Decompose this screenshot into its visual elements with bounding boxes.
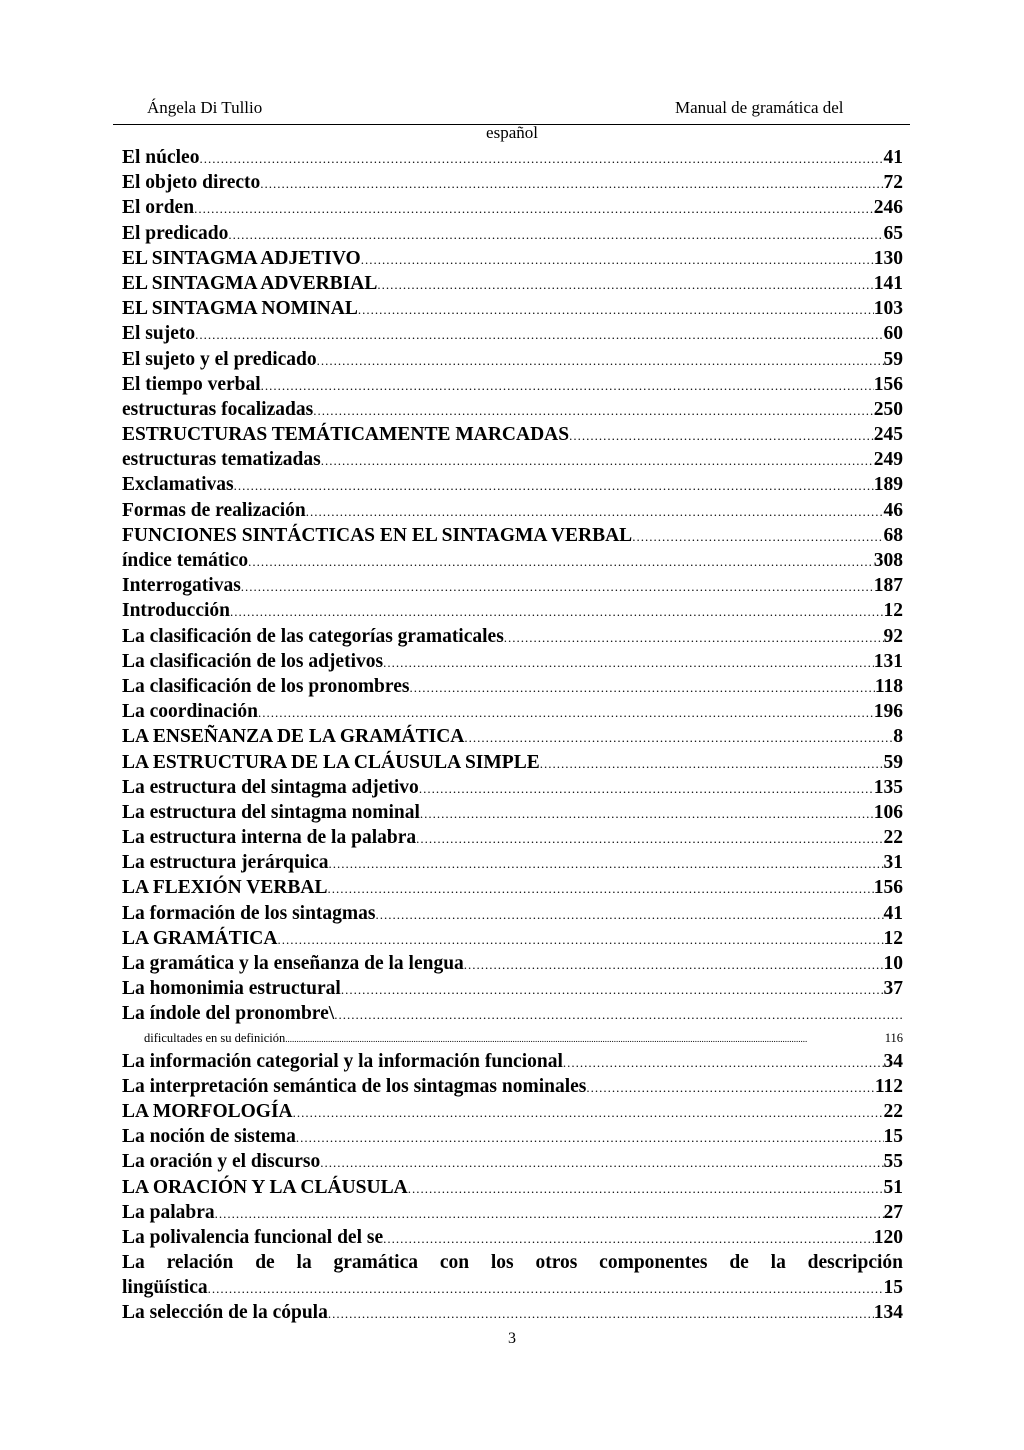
toc-dot-leader (296, 1125, 884, 1149)
toc-dot-leader (341, 977, 884, 1001)
toc-dot-leader (208, 1276, 884, 1300)
toc-entry-label: La palabra (122, 1201, 215, 1223)
toc-dot-leader (409, 675, 874, 699)
toc-entry-page: 65 (883, 222, 903, 244)
toc-entry-page: 130 (873, 247, 903, 269)
toc-entry-page: 120 (873, 1226, 903, 1248)
toc-dot-leader (260, 171, 883, 195)
toc-dot-leader (632, 524, 883, 548)
toc-entry[interactable] (122, 750, 903, 775)
toc-entry-label: La estructura del sintagma nominal (122, 801, 420, 823)
toc-entry[interactable] (122, 1099, 903, 1124)
toc-entry-label: El orden (122, 197, 195, 219)
toc-entry[interactable] (122, 271, 903, 296)
toc-entry-label: FUNCIONES SINTÁCTICAS EN EL SINTAGMA VERBAL (122, 524, 633, 546)
toc-entry[interactable] (122, 800, 903, 825)
toc-entry[interactable] (122, 649, 903, 674)
toc-entry[interactable] (122, 624, 903, 649)
toc-entry-label: lingüística (122, 1277, 208, 1299)
header-title-continuation: español (486, 123, 538, 142)
toc-entry-page: 250 (873, 398, 903, 420)
toc-entry-page: 134 (873, 1302, 903, 1324)
toc-entry-page: 141 (873, 272, 903, 294)
toc-entry[interactable] (122, 926, 903, 951)
toc-entry-label: LA MORFOLOGÍA (122, 1100, 293, 1122)
toc-entry-page: 22 (883, 827, 903, 849)
toc-entry-label: LA FLEXIÓN VERBAL (122, 877, 328, 899)
toc-entry-label: El tiempo verbal (122, 373, 261, 395)
toc-dot-leader (317, 348, 884, 372)
toc-dot-leader (261, 373, 874, 397)
toc-entry-label: El objeto directo (122, 172, 261, 194)
toc-dot-leader (285, 1028, 884, 1049)
running-header (113, 96, 910, 125)
toc-dot-leader (420, 801, 874, 825)
toc-entry[interactable] (122, 1149, 903, 1174)
toc-dot-leader (334, 1002, 903, 1026)
toc-entry[interactable] (122, 372, 903, 397)
toc-dot-leader (241, 574, 874, 598)
toc-entry-page: 68 (883, 524, 903, 546)
toc-entry-page: 189 (873, 474, 903, 496)
toc-entry-label: La clasificación de los adjetivos (122, 650, 384, 672)
toc-dot-leader (569, 423, 874, 447)
header-title: Manual de gramática del (675, 98, 844, 117)
toc-entry-label: EL SINTAGMA NOMINAL (122, 298, 358, 320)
toc-entry-label: El predicado (122, 222, 229, 244)
toc-dot-leader (408, 1176, 884, 1200)
toc-entry-label: Exclamativas (122, 474, 234, 496)
toc-dot-leader (383, 650, 874, 674)
toc-dot-leader (306, 499, 884, 523)
toc-entry-page: 118 (874, 675, 903, 697)
toc-entry-label: EL SINTAGMA ADVERBIAL (122, 272, 378, 294)
toc-entry[interactable] (122, 1225, 903, 1250)
toc-entry-page: 156 (873, 373, 903, 395)
toc-dot-leader (376, 902, 884, 926)
toc-entry[interactable] (122, 951, 903, 976)
toc-dot-leader (464, 952, 884, 976)
toc-entry-label: La oración y el discurso (122, 1151, 321, 1173)
toc-dot-leader (328, 1301, 874, 1325)
toc-entry[interactable] (122, 1200, 903, 1225)
toc-entry[interactable] (122, 1124, 903, 1149)
toc-entry-page: 246 (873, 197, 903, 219)
toc-entry-label: La gramática y la enseñanza de la lengua (122, 953, 464, 974)
toc-entry-label: La índole del pronombre\ (122, 1003, 335, 1025)
toc-entry-page: 37 (883, 978, 903, 1000)
toc-entry-page: 46 (883, 499, 903, 521)
toc-entry-label: ESTRUCTURAS TEMÁTICAMENTE MARCADAS (122, 424, 570, 446)
toc-entry-page: 156 (873, 877, 903, 899)
toc-entry-page: 51 (883, 1176, 903, 1198)
toc-dot-leader (277, 927, 883, 951)
toc-dot-leader (234, 473, 874, 497)
toc-entry-page: 41 (883, 902, 903, 924)
toc-entry[interactable] (122, 825, 903, 850)
toc-entry-label: estructuras tematizadas (122, 449, 321, 471)
toc-dot-leader (586, 1075, 874, 1099)
toc-entry-label: La estructura interna de la palabra (122, 827, 417, 849)
toc-entry-page: 308 (873, 550, 903, 571)
header-author: Ángela Di Tullio (147, 98, 263, 117)
toc-dot-leader (383, 1226, 874, 1250)
toc-entry-page: 135 (873, 776, 903, 798)
toc-entry-label: La estructura jerárquica (122, 852, 329, 874)
toc-entry[interactable] (122, 674, 903, 699)
toc-entry-label: La clasificación de las categorías gramaticales (122, 625, 504, 647)
toc-entry-page: 10 (883, 953, 903, 974)
toc-entry-label: Interrogativas (122, 575, 241, 597)
toc-dot-leader (563, 1050, 884, 1074)
toc-entry[interactable] (122, 1275, 903, 1300)
toc-entry-page: 15 (883, 1126, 903, 1148)
toc-entry-page: 116 (884, 1030, 903, 1045)
toc-entry[interactable] (122, 1074, 903, 1099)
toc-entry-page: 72 (883, 172, 903, 194)
toc-entry-label: La coordinación (122, 701, 258, 723)
toc-entry-page: 31 (883, 852, 903, 874)
toc-entry[interactable] (122, 598, 903, 623)
toc-dot-leader (313, 398, 874, 422)
toc-dot-leader (329, 851, 884, 875)
toc-entry-label: EL SINTAGMA ADJETIVO (122, 247, 361, 269)
toc-entry[interactable] (122, 195, 903, 220)
toc-entry[interactable] (122, 775, 903, 800)
toc-entry-page: 41 (883, 147, 903, 168)
toc-entry-label: estructuras focalizadas (122, 398, 314, 420)
toc-entry-page: 22 (883, 1100, 903, 1122)
toc-dot-leader (230, 599, 884, 623)
toc-entry-label: El sujeto (122, 323, 196, 345)
toc-dot-leader (320, 1150, 883, 1174)
toc-entry-page: 249 (873, 449, 903, 471)
toc-entry-label: La clasificación de los pronombres (122, 675, 410, 697)
toc-entry-page: 196 (873, 701, 903, 723)
toc-entry[interactable] (122, 724, 903, 749)
toc-dot-leader (199, 146, 883, 170)
toc-dot-leader (358, 297, 874, 321)
toc-dot-leader (328, 876, 874, 900)
toc-entry[interactable] (122, 1001, 903, 1026)
toc-entry-label: La noción de sistema (122, 1126, 296, 1148)
toc-entry-label: índice temático (122, 550, 249, 571)
toc-entry-label: La formación de los sintagmas (122, 902, 376, 924)
toc-entry-page: 106 (873, 801, 903, 823)
toc-entry-page: 15 (883, 1277, 903, 1299)
toc-entry[interactable] (122, 170, 903, 195)
toc-dot-leader (416, 826, 883, 850)
toc-entry-label: LA GRAMÁTICA (122, 927, 278, 949)
toc-entry-page: 245 (873, 424, 903, 446)
toc-entry-label: Formas de realización (122, 499, 306, 521)
page-number: 3 (508, 1330, 516, 1347)
toc-entry[interactable] (122, 699, 903, 724)
toc-entry-label: La selección de la cópula (122, 1302, 328, 1324)
toc-entry[interactable] (122, 1300, 903, 1325)
toc-entry[interactable] (122, 447, 903, 472)
toc-entry-page: 8 (893, 726, 903, 748)
toc-dot-leader (361, 247, 874, 271)
toc-entry[interactable] (122, 976, 903, 1001)
toc-dot-leader (248, 549, 874, 573)
toc-dot-leader (464, 725, 893, 749)
toc-entry-page: 60 (883, 323, 903, 345)
toc-dot-leader (258, 700, 874, 724)
toc-entry[interactable] (122, 472, 903, 497)
toc-dot-leader (215, 1201, 884, 1225)
toc-dot-leader (419, 776, 874, 800)
toc-dot-leader (377, 272, 873, 296)
toc-entry-page: 103 (873, 298, 903, 320)
toc-entry[interactable] (122, 397, 903, 422)
toc-entry[interactable] (122, 246, 903, 271)
toc-entry[interactable] (122, 321, 903, 346)
toc-entry-label: El núcleo (122, 147, 200, 168)
toc-entry-page: 131 (873, 650, 903, 672)
toc-entry-label: La información categorial y la información funcional (122, 1050, 563, 1072)
toc-entry-label: La polivalencia funcional del se (122, 1226, 384, 1248)
toc-entry-label: LA ENSEÑANZA DE LA GRAMÁTICA (122, 726, 465, 748)
toc-entry[interactable] (122, 498, 903, 523)
toc-entry[interactable] (122, 523, 903, 548)
toc-entry-page: 55 (883, 1151, 903, 1173)
toc-entry-page: 12 (883, 927, 903, 949)
toc-entry[interactable] (122, 221, 903, 246)
toc-dot-leader (504, 625, 884, 649)
toc-entry[interactable] (122, 875, 903, 900)
toc-entry[interactable] (122, 901, 903, 926)
toc-dot-leader (321, 448, 874, 472)
toc-entry[interactable] (122, 850, 903, 875)
toc-entry-label: dificultades en su definición (144, 1030, 286, 1045)
toc-entry-page: 12 (883, 600, 903, 622)
toc-dot-leader (228, 222, 883, 246)
toc-entry-page: 34 (883, 1050, 903, 1072)
toc-entry[interactable] (122, 1250, 903, 1275)
toc-entry-label: LA ESTRUCTURA DE LA CLÁUSULA SIMPLE (122, 751, 540, 773)
toc-dot-leader (194, 196, 874, 220)
toc-entry-page: 112 (874, 1075, 903, 1097)
table-of-contents (122, 145, 903, 1326)
toc-entry[interactable] (122, 573, 903, 598)
toc-entry-label: LA ORACIÓN Y LA CLÁUSULA (122, 1176, 408, 1198)
toc-entry-label: La relación de la gramática con los otros componentes de la descripción (122, 1252, 903, 1274)
toc-entry[interactable] (122, 296, 903, 321)
toc-entry-label: La homonimia estructural (122, 978, 341, 1000)
toc-dot-leader (540, 751, 884, 775)
toc-dot-leader (195, 322, 883, 346)
toc-entry[interactable] (122, 347, 903, 372)
toc-entry[interactable] (122, 1175, 903, 1200)
toc-entry-page: 187 (873, 575, 903, 597)
toc-entry[interactable] (122, 548, 903, 573)
toc-entry-page: 92 (883, 625, 903, 647)
toc-dot-leader (293, 1100, 884, 1124)
toc-entry-label: La interpretación semántica de los sintagmas nominales (122, 1075, 587, 1097)
toc-entry-label: Introducción (122, 600, 230, 622)
toc-entry[interactable] (122, 1027, 903, 1049)
toc-entry[interactable] (122, 145, 903, 170)
toc-entry-page: 59 (883, 751, 903, 773)
toc-entry-page: 59 (883, 348, 903, 370)
toc-entry-label: La estructura del sintagma adjetivo (122, 776, 419, 798)
toc-entry-page: 27 (883, 1201, 903, 1223)
toc-entry-label: El sujeto y el predicado (122, 348, 317, 370)
toc-entry[interactable] (122, 1049, 903, 1074)
toc-entry[interactable] (122, 422, 903, 447)
